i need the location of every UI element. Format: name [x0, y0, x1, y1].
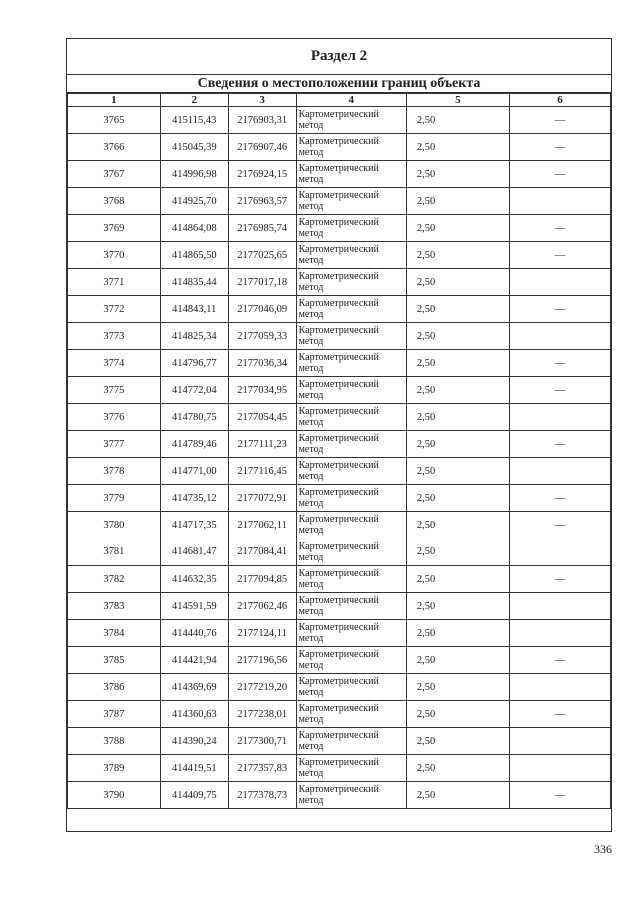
- method-cell: Картометрический метод: [296, 620, 406, 647]
- y-coordinate-cell: 2176903,31: [228, 107, 296, 134]
- x-coordinate-cell: 414996,98: [160, 161, 228, 188]
- boundary-coordinates-table: [67, 93, 611, 809]
- y-coordinate-cell: 2177046,09: [228, 296, 296, 323]
- method-cell: Картометрический метод: [296, 539, 406, 566]
- point-number-cell: 3772: [68, 296, 161, 323]
- y-coordinate-cell: 2177036,34: [228, 350, 296, 377]
- point-number-cell: 3788: [68, 728, 161, 755]
- point-number-cell: 3776: [68, 404, 161, 431]
- column-header: 4: [296, 94, 406, 107]
- point-number-cell: 3775: [68, 377, 161, 404]
- y-coordinate-cell: 2176963,57: [228, 188, 296, 215]
- accuracy-cell: 2,50: [406, 107, 509, 134]
- table-row: [68, 485, 611, 512]
- y-coordinate-cell: 2177017,18: [228, 269, 296, 296]
- y-coordinate-cell: 2176924,15: [228, 161, 296, 188]
- accuracy-cell: 2,50: [406, 215, 509, 242]
- point-number-cell: 3774: [68, 350, 161, 377]
- x-coordinate-cell: 414835,44: [160, 269, 228, 296]
- y-coordinate-cell: 2177084,41: [228, 539, 296, 566]
- point-number-cell: 3783: [68, 593, 161, 620]
- x-coordinate-cell: 414717,35: [160, 512, 228, 539]
- table-row: [68, 377, 611, 404]
- point-number-cell: 3790: [68, 782, 161, 809]
- description-cell: —: [509, 566, 610, 593]
- y-coordinate-cell: 2177054,45: [228, 404, 296, 431]
- x-coordinate-cell: 414864,08: [160, 215, 228, 242]
- accuracy-cell: 2,50: [406, 755, 509, 782]
- table-row: [68, 539, 611, 566]
- column-header: 3: [228, 94, 296, 107]
- table-row: [68, 215, 611, 242]
- point-number-cell: 3768: [68, 188, 161, 215]
- accuracy-cell: 2,50: [406, 782, 509, 809]
- method-cell: Картометрический метод: [296, 782, 406, 809]
- description-cell: [509, 269, 610, 296]
- x-coordinate-cell: 414735,12: [160, 485, 228, 512]
- accuracy-cell: 2,50: [406, 323, 509, 350]
- point-number-cell: 3787: [68, 701, 161, 728]
- description-cell: [509, 593, 610, 620]
- y-coordinate-cell: 2177238,01: [228, 701, 296, 728]
- accuracy-cell: 2,50: [406, 539, 509, 566]
- y-coordinate-cell: 2176985,74: [228, 215, 296, 242]
- y-coordinate-cell: 2176907,46: [228, 134, 296, 161]
- table-row: [68, 458, 611, 485]
- x-coordinate-cell: 415045,39: [160, 134, 228, 161]
- point-number-cell: 3780: [68, 512, 161, 539]
- table-row: [68, 350, 611, 377]
- x-coordinate-cell: 414421,94: [160, 647, 228, 674]
- x-coordinate-cell: 414843,11: [160, 296, 228, 323]
- method-cell: Картометрический метод: [296, 485, 406, 512]
- x-coordinate-cell: 414360,63: [160, 701, 228, 728]
- x-coordinate-cell: 414796,77: [160, 350, 228, 377]
- y-coordinate-cell: 2177062,46: [228, 593, 296, 620]
- accuracy-cell: 2,50: [406, 134, 509, 161]
- x-coordinate-cell: 414440,76: [160, 620, 228, 647]
- table-row: [68, 701, 611, 728]
- description-cell: [509, 755, 610, 782]
- y-coordinate-cell: 2177059,33: [228, 323, 296, 350]
- y-coordinate-cell: 2177124,11: [228, 620, 296, 647]
- description-cell: [509, 404, 610, 431]
- method-cell: Картометрический метод: [296, 107, 406, 134]
- method-cell: Картометрический метод: [296, 512, 406, 539]
- y-coordinate-cell: 2177196,56: [228, 647, 296, 674]
- column-header: 6: [509, 94, 610, 107]
- table-row: [68, 188, 611, 215]
- table-body: [68, 107, 611, 809]
- y-coordinate-cell: 2177378,73: [228, 782, 296, 809]
- description-cell: —: [509, 377, 610, 404]
- accuracy-cell: 2,50: [406, 377, 509, 404]
- x-coordinate-cell: 414390,24: [160, 728, 228, 755]
- y-coordinate-cell: 2177062,11: [228, 512, 296, 539]
- method-cell: Картометрический метод: [296, 728, 406, 755]
- method-cell: Картометрический метод: [296, 458, 406, 485]
- description-cell: [509, 458, 610, 485]
- table-row: [68, 161, 611, 188]
- column-number-row: [68, 94, 611, 107]
- y-coordinate-cell: 2177116,45: [228, 458, 296, 485]
- point-number-cell: 3786: [68, 674, 161, 701]
- accuracy-cell: 2,50: [406, 674, 509, 701]
- method-cell: Картометрический метод: [296, 134, 406, 161]
- description-cell: [509, 620, 610, 647]
- column-header: 5: [406, 94, 509, 107]
- y-coordinate-cell: 2177300,71: [228, 728, 296, 755]
- accuracy-cell: 2,50: [406, 404, 509, 431]
- table-subtitle: Сведения о местоположении границ объекта: [67, 75, 611, 93]
- point-number-cell: 3773: [68, 323, 161, 350]
- method-cell: Картометрический метод: [296, 431, 406, 458]
- method-cell: Картометрический метод: [296, 296, 406, 323]
- x-coordinate-cell: 414632,35: [160, 566, 228, 593]
- x-coordinate-cell: 414409,75: [160, 782, 228, 809]
- table-row: [68, 674, 611, 701]
- y-coordinate-cell: 2177034,95: [228, 377, 296, 404]
- table-row: [68, 404, 611, 431]
- point-number-cell: 3765: [68, 107, 161, 134]
- table-row: [68, 512, 611, 539]
- y-coordinate-cell: 2177111,23: [228, 431, 296, 458]
- table-row: [68, 647, 611, 674]
- method-cell: Картометрический метод: [296, 674, 406, 701]
- method-cell: Картометрический метод: [296, 161, 406, 188]
- accuracy-cell: 2,50: [406, 431, 509, 458]
- description-cell: —: [509, 647, 610, 674]
- x-coordinate-cell: 414825,34: [160, 323, 228, 350]
- method-cell: Картометрический метод: [296, 647, 406, 674]
- x-coordinate-cell: 415115,43: [160, 107, 228, 134]
- description-cell: —: [509, 431, 610, 458]
- description-cell: [509, 539, 610, 566]
- point-number-cell: 3770: [68, 242, 161, 269]
- point-number-cell: 3771: [68, 269, 161, 296]
- page-number: 336: [594, 842, 612, 856]
- accuracy-cell: 2,50: [406, 566, 509, 593]
- point-number-cell: 3769: [68, 215, 161, 242]
- description-cell: [509, 188, 610, 215]
- description-cell: —: [509, 296, 610, 323]
- accuracy-cell: 2,50: [406, 728, 509, 755]
- description-cell: —: [509, 485, 610, 512]
- point-number-cell: 3785: [68, 647, 161, 674]
- x-coordinate-cell: 414419,51: [160, 755, 228, 782]
- table-row: [68, 296, 611, 323]
- y-coordinate-cell: 2177219,20: [228, 674, 296, 701]
- accuracy-cell: 2,50: [406, 458, 509, 485]
- table-row: [68, 593, 611, 620]
- accuracy-cell: 2,50: [406, 647, 509, 674]
- accuracy-cell: 2,50: [406, 242, 509, 269]
- point-number-cell: 3782: [68, 566, 161, 593]
- table-row: [68, 755, 611, 782]
- accuracy-cell: 2,50: [406, 512, 509, 539]
- point-number-cell: 3781: [68, 539, 161, 566]
- method-cell: Картометрический метод: [296, 404, 406, 431]
- x-coordinate-cell: 414780,75: [160, 404, 228, 431]
- point-number-cell: 3766: [68, 134, 161, 161]
- column-header: 2: [160, 94, 228, 107]
- description-cell: —: [509, 782, 610, 809]
- accuracy-cell: 2,50: [406, 296, 509, 323]
- description-cell: [509, 728, 610, 755]
- accuracy-cell: 2,50: [406, 701, 509, 728]
- description-cell: —: [509, 161, 610, 188]
- description-cell: —: [509, 107, 610, 134]
- table-row: [68, 728, 611, 755]
- y-coordinate-cell: 2177072,91: [228, 485, 296, 512]
- description-cell: —: [509, 242, 610, 269]
- description-cell: —: [509, 701, 610, 728]
- y-coordinate-cell: 2177357,83: [228, 755, 296, 782]
- x-coordinate-cell: 414789,46: [160, 431, 228, 458]
- table-row: [68, 620, 611, 647]
- point-number-cell: 3767: [68, 161, 161, 188]
- x-coordinate-cell: 414681,47: [160, 539, 228, 566]
- method-cell: Картометрический метод: [296, 566, 406, 593]
- x-coordinate-cell: 414369,69: [160, 674, 228, 701]
- method-cell: Картометрический метод: [296, 242, 406, 269]
- description-cell: —: [509, 215, 610, 242]
- y-coordinate-cell: 2177025,65: [228, 242, 296, 269]
- point-number-cell: 3777: [68, 431, 161, 458]
- accuracy-cell: 2,50: [406, 269, 509, 296]
- x-coordinate-cell: 414772,04: [160, 377, 228, 404]
- x-coordinate-cell: 414925,70: [160, 188, 228, 215]
- method-cell: Картометрический метод: [296, 188, 406, 215]
- column-header: 1: [68, 94, 161, 107]
- x-coordinate-cell: 414771,00: [160, 458, 228, 485]
- method-cell: Картометрический метод: [296, 755, 406, 782]
- accuracy-cell: 2,50: [406, 485, 509, 512]
- y-coordinate-cell: 2177094,85: [228, 566, 296, 593]
- document-frame: [66, 38, 612, 832]
- point-number-cell: 3784: [68, 620, 161, 647]
- description-cell: —: [509, 512, 610, 539]
- accuracy-cell: 2,50: [406, 188, 509, 215]
- method-cell: Картометрический метод: [296, 323, 406, 350]
- table-row: [68, 323, 611, 350]
- point-number-cell: 3779: [68, 485, 161, 512]
- table-row: [68, 431, 611, 458]
- section-title: Раздел 2: [67, 39, 611, 75]
- accuracy-cell: 2,50: [406, 593, 509, 620]
- accuracy-cell: 2,50: [406, 161, 509, 188]
- table-row: [68, 107, 611, 134]
- accuracy-cell: 2,50: [406, 350, 509, 377]
- point-number-cell: 3789: [68, 755, 161, 782]
- method-cell: Картометрический метод: [296, 269, 406, 296]
- table-row: [68, 269, 611, 296]
- description-cell: —: [509, 134, 610, 161]
- method-cell: Картометрический метод: [296, 701, 406, 728]
- method-cell: Картометрический метод: [296, 350, 406, 377]
- x-coordinate-cell: 414591,59: [160, 593, 228, 620]
- description-cell: [509, 674, 610, 701]
- description-cell: [509, 323, 610, 350]
- table-row: [68, 134, 611, 161]
- method-cell: Картометрический метод: [296, 593, 406, 620]
- x-coordinate-cell: 414865,50: [160, 242, 228, 269]
- table-row: [68, 242, 611, 269]
- accuracy-cell: 2,50: [406, 620, 509, 647]
- description-cell: —: [509, 350, 610, 377]
- method-cell: Картометрический метод: [296, 215, 406, 242]
- point-number-cell: 3778: [68, 458, 161, 485]
- table-row: [68, 782, 611, 809]
- method-cell: Картометрический метод: [296, 377, 406, 404]
- table-row: [68, 566, 611, 593]
